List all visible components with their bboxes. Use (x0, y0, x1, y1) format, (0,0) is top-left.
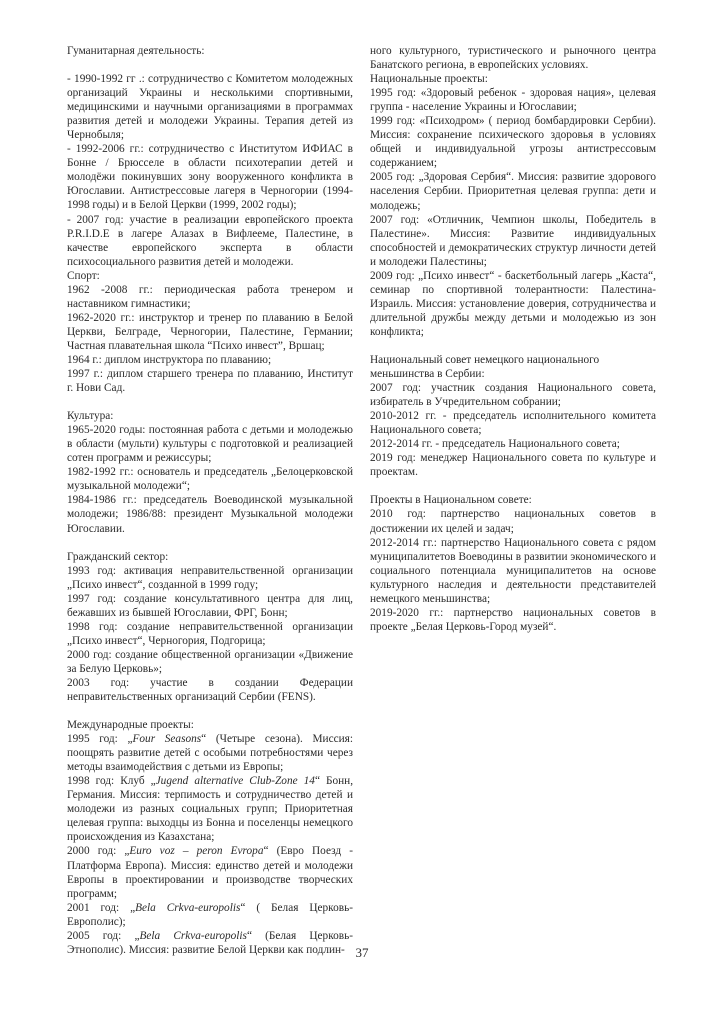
section-heading-national-council: Национальный совет немецкого национального меньшинства в Сербии: (370, 353, 600, 381)
list-item: 1997 год: создание консультативного центра для лиц, бежавших из бывшей Югославии, ФРГ, Бонн; (67, 592, 353, 619)
list-item: 1993 год: активация неправительственной организации „Психо инвест“, созданной в 1999 году; (67, 564, 353, 591)
item-text: 1998 год: Клуб „ (67, 775, 156, 788)
section-heading-culture: Культура: (67, 410, 114, 423)
list-item: 1982-1992 гг.: основатель и председатель „Белоцерковской музыкальной молодежи“; (67, 466, 353, 493)
left-column (67, 44, 353, 957)
item-text: “ ( Белая Церковь-Европолис); (67, 901, 353, 928)
list-item: - 2007 год: участие в реализации европейского проекта P.R.I.D.E в лагере Алазах в Вифлееме, Палестине, в качестве европейского эксперта в области психосоциального развития детей и молодежи. (67, 213, 353, 268)
item-text: “ (Четыре сезона). Миссия: поощрять развитие детей с особыми потребностями через методы взаимодействия с детьми из Европы; (67, 733, 353, 774)
spacer (67, 536, 353, 550)
list-item (67, 774, 353, 844)
list-item: 2003 год: участие в создании Федерации неправительственных организаций Сербии (FENS). (67, 676, 353, 704)
item-text: “ (Евро Поезд - Платформа Европа). Миссия: единство детей и молодежи Европы в проектировании и производстве творческих программ; (67, 845, 353, 900)
list-item (67, 732, 353, 774)
list-item: 1965-2020 годы: постоянная работа с детьми и молодежью в области (мульти) культуры с подготовкой и реализацией сотен программ и режиссуры; (67, 424, 353, 465)
section-heading-council-projects: Проекты в Национальном совете: (370, 494, 532, 507)
list-item: 2010 год: партнерство национальных советов в достижении их целей и задач; (370, 508, 656, 535)
project-title: Bela Crkva-europolis (139, 929, 247, 942)
right-column (370, 44, 656, 634)
project-title: Four Seasons (132, 733, 202, 746)
list-item: - 1990-1992 гг .: сотрудничество с Комитетом молодежных организаций Украины и несколькими спортивными, медицинскими и научными организациями в программах развития детей и молодежи Украины. Терапия детей из Чернобыля; (67, 73, 353, 142)
list-item: 1995 год: «Здоровый ребенок - здоровая нация», целевая группа - население Украины и Югославии; (370, 87, 656, 114)
item-text: “ (Белая Церковь-Этнополис). Миссия: развитие Белой Церкви как подлин- (67, 929, 354, 956)
list-item: - 1992-2006 гг.: сотрудничество с Институтом ИФИАС в Бонне / Брюсселе в области психотерапии детей и молодёжи покинувших зону вооруженного конфликта в Югославии. Антистрессовые лагеря в Черногории (1994-1998 годы) и в Белой Церкви (1999, 2002 годы); (67, 143, 353, 212)
list-item: 2007 год: «Отличник, Чемпион школы, Победитель в Палестине». Миссия: Развитие индивидуальных способностей и демократических структур личности детей и молодежи Палестины; (370, 213, 656, 268)
list-item: 1984-1986 гг.: председатель Воеводинской музыкальной молодежи; 1986/88: президент Музыкальной молодежи Югославии. (67, 494, 353, 535)
list-item (67, 901, 353, 929)
item-text: 2005 год: „ (67, 929, 140, 942)
list-item: 2012-2014 гг. - председатель Национального совета; (370, 438, 620, 451)
item-text: “ Бонн, Германия. Миссия: терпимость и сотрудничество детей и молодежи из разных социальных групп; Приоритетная целевая группа: выходцы из Бонна и поселенцы немецкого происхождения из Казахстана; (67, 775, 354, 844)
list-item: 2019-2020 гг.: партнерство национальных советов в проекте „Белая Церковь-Город музей“. (370, 606, 656, 633)
list-item: 1964 г.: диплом инструктора по плаванию; (67, 353, 272, 366)
list-item (67, 844, 353, 900)
list-item: 1962-2020 гг.: инструктор и тренер по плаванию в Белой Церкви, Белграде, Черногории, Палестине, Германии; Частная плавательная школа “Психо инвест”, Вршац; (67, 311, 353, 352)
section-heading-humanitarian: Гуманитарная деятельность: (67, 45, 205, 57)
item-text: 1995 год: „ (67, 733, 133, 746)
spacer (67, 704, 353, 718)
spacer (370, 479, 656, 493)
item-text: 2000 год: „ (67, 845, 130, 858)
list-item: 1997 г.: диплом старшего тренера по плаванию, Институт г. Нови Сад. (67, 368, 353, 395)
continuation-text: ного культурного, туристического и рыночного центра Банатского региона, в европейских условиях. (370, 45, 656, 72)
list-item: 2010-2012 гг. - председатель исполнительного комитета Национального совета; (370, 410, 656, 437)
list-item: 1998 год: создание неправительственной организации „Психо инвест“, Черногория, Подгорица; (67, 620, 353, 647)
list-item: 2000 год: создание общественной организации «Движение за Белую Церковь»; (67, 648, 353, 675)
project-title: Bela Crkva-europolis (135, 901, 241, 914)
section-heading-international: Международные проекты: (67, 719, 194, 732)
spacer (370, 339, 656, 353)
item-text: 2001 год: „ (67, 901, 136, 914)
list-item: 1962 -2008 гг.: периодическая работа тренером и наставником гимнастики; (67, 283, 353, 310)
list-item: 2012-2014 гг.: партнерство Национального совета с рядом муниципалитетов Воеводины в развитии экономического и социального потенциала муниципалитетов на основе культурного наследия и деятельности представителей немецкого меньшинства; (370, 536, 656, 605)
spacer (67, 395, 353, 409)
list-item: 2019 год: менеджер Национального совета по культуре и проектам. (370, 452, 656, 479)
page-number: 37 (355, 945, 369, 960)
project-title: Jugend alternative Club-Zone 14 (155, 775, 315, 788)
list-item: 1999 год: «Психодром» ( период бомбардировки Сербии). Миссия: сохранение психического здоровья в условиях общей и индивидуальной угрозы антистрессовым содержанием; (370, 115, 656, 170)
section-heading-national-projects: Национальные проекты: (370, 73, 488, 86)
section-heading-sport: Спорт: (67, 269, 100, 282)
spacer (67, 58, 353, 72)
list-item: 2005 год: „Здоровая Сербия“. Миссия: развитие здорового населения Сербии. Приоритетная целевая группа: дети и молодежь; (370, 171, 656, 212)
list-item: 2009 год: „Психо инвест“ - баскетбольный лагерь „Каста“, семинар по спортивной толерантности: Палестина-Израиль. Миссия: установление доверия, сотрудничества и длительной дружбы между детьми и молодежью из зон конфликта; (370, 269, 656, 338)
section-heading-civil: Гражданский сектор: (67, 550, 169, 563)
list-item: 2007 год: участник создания Национального совета, избиратель в Учредительном собрании; (370, 382, 656, 409)
project-title: Euro voz – peron Evropa (129, 845, 264, 858)
